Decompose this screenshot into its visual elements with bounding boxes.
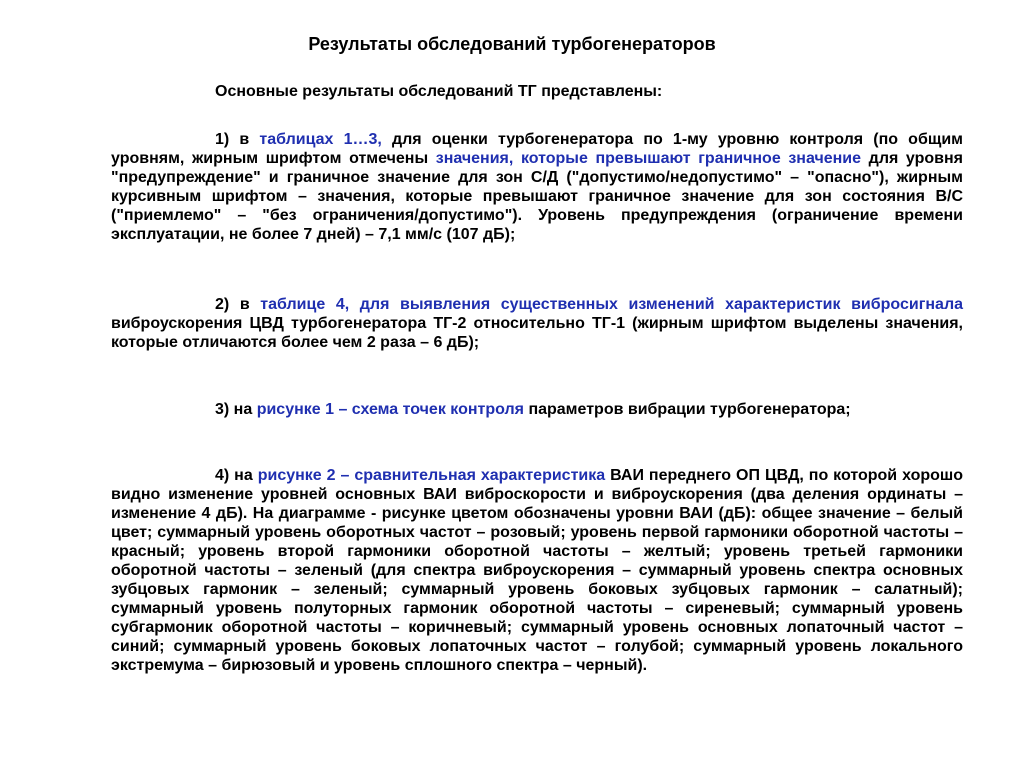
link-exceeding-values[interactable]: значения, которые превышают граничное значение — [435, 150, 862, 167]
list-item-3 — [111, 400, 963, 419]
page-title: Результаты обследований турбогенераторов — [308, 34, 716, 54]
link-tables-1-3[interactable]: таблицах 1…3, — [259, 131, 382, 148]
item-3-rest: параметров вибрации турбогенератора; — [524, 401, 851, 418]
link-figure-1[interactable]: рисунке 1 – схема точек контроля — [256, 401, 524, 418]
list-item-4 — [111, 466, 963, 675]
item-2-rest: виброускорения ЦВД турбогенератора ТГ-2 относительно ТГ-1 (жирным шрифтом выделены значения, которые отличаются более чем 2 раза – 6 дБ); — [111, 315, 963, 351]
item-2-prefix: 2) в — [215, 296, 261, 313]
link-figure-2[interactable]: рисунке 2 – сравнительная характеристика — [257, 467, 606, 484]
item-4-prefix: 4) на — [215, 467, 258, 484]
intro-text: Основные результаты обследований ТГ представлены: — [215, 83, 663, 100]
item-1-middle: для оценки турбогенератора по 1-му уровню контроля (по общим уровням, жирным шрифтом отмечены — [111, 131, 964, 167]
item-1-rest: для уровня "предупреждение" и граничное значение для зон С/Д ("допустимо/недопустимо" – "опасно"), жирным курсивным шрифтом – значения, которые превышают граничное значение для зон состояния В/С ("приемлемо" – "без ограничения/допустимо"). Уровень предупреждения (ограничение времени эксплуатации, не более 7 дней) – 7,1 мм/с (107 дБ); — [111, 150, 964, 243]
item-1-prefix: 1) в — [215, 131, 260, 148]
item-3-prefix: 3) на — [215, 401, 257, 418]
item-4-rest: ВАИ переднего ОП ЦВД, по которой хорошо видно изменение уровней основных ВАИ виброскорости и виброускорения (два деления ординаты – изменение 4 дБ). На диаграмме - рисунке цветом обозначены уровни ВАИ (дБ): общее значение – белый цвет; суммарный уровень оборотных частот – розовый; уровень первой гармоники оборотной частоты – красный; уровень второй гармоники оборотной частоты – желтый; уровень третьей гармоники оборотной частоты – зеленый (для спектра виброускорения – суммарный уровень спектра основных зубцовых гармоник – зеленый; суммарный уровень боковых зубцовых гармоник – салатный); суммарный уровень полуторных гармоник оборотной частоты – сиреневый; суммарный уровень субгармоник оборотной частоты – коричневый; суммарный уровень основных лопаточный частот – синий; суммарный уровень боковых лопаточных частот – голубой; суммарный уровень локального экстремума – бирюзовый и уровень сплошного спектра – черный). — [111, 467, 964, 674]
list-item-1 — [111, 130, 963, 244]
link-table-4[interactable]: таблице 4, для выявления существенных изменений характеристик вибросигнала — [260, 296, 964, 313]
list-item-2 — [111, 295, 963, 352]
